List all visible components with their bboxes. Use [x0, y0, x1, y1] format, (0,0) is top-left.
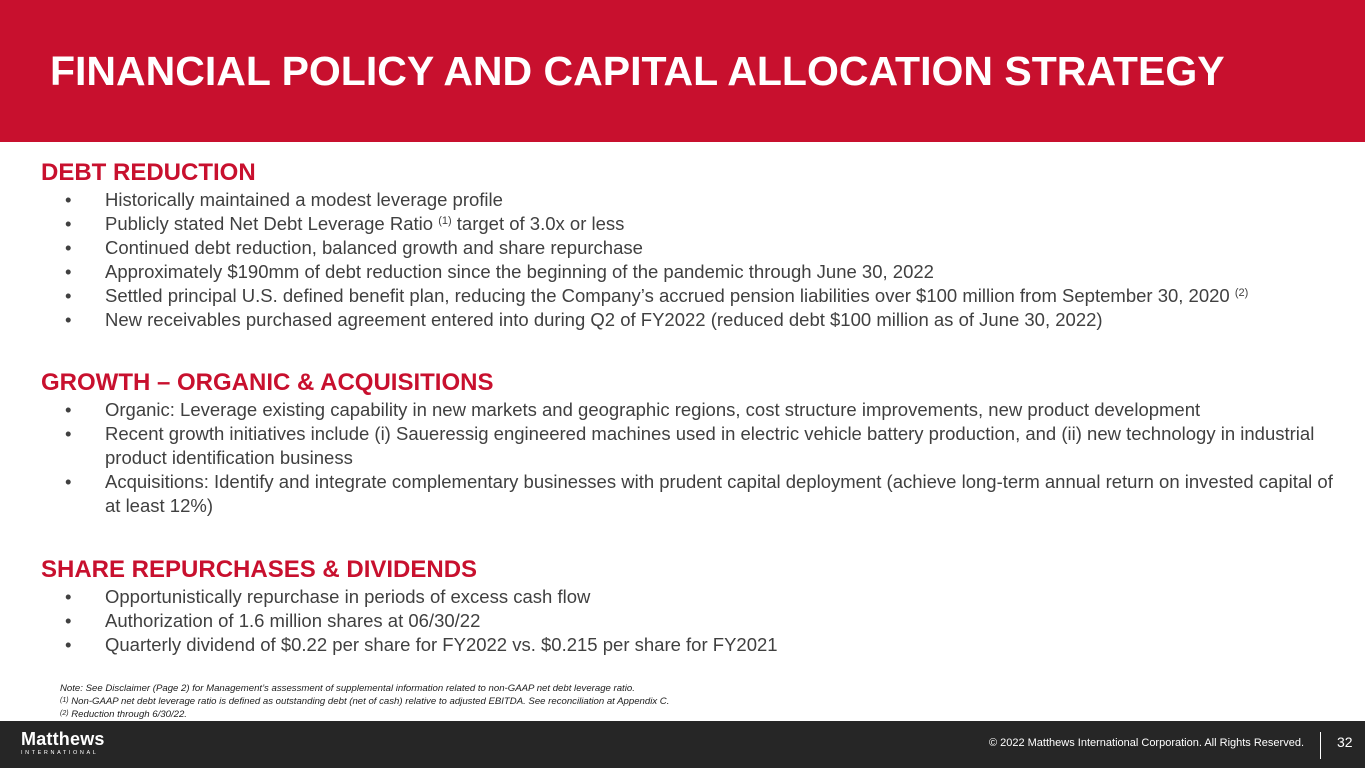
footnote-1-marker: (1) — [60, 697, 69, 704]
section-growth — [41, 368, 1346, 518]
bullet-marker: • — [65, 399, 72, 420]
footnote-ref: (2) — [1234, 287, 1249, 299]
bullet-marker: • — [65, 261, 72, 282]
list-item-text: Organic: Leverage existing capability in new markets and geographic regions, cost structure improvements, new product development — [105, 399, 1201, 420]
list-item-text: Publicly stated Net Debt Leverage Ratio — [105, 213, 439, 234]
section-heading: SHARE REPURCHASES & DIVIDENDS — [41, 556, 478, 583]
list-item — [41, 188, 1346, 212]
list-item-text: Approximately $190mm of debt reduction since the beginning of the pandemic through June 30, 2022 — [105, 261, 934, 282]
footnote-ref: (1) — [438, 215, 452, 227]
footnote-2-marker: (2) — [60, 710, 69, 717]
list-item — [41, 212, 1346, 236]
list-item — [41, 609, 1346, 633]
list-item — [41, 236, 1346, 260]
list-item-text: Acquisitions: Identify and integrate complementary businesses with prudent capital deployment (achieve long-term annual return on invested capital of at least 12%) — [105, 471, 1333, 516]
list-item — [41, 585, 1346, 609]
list-item-text: Settled principal U.S. defined benefit plan, reducing the Company’s accrued pension liabilities over $100 million from September 30, 2020 — [105, 285, 1235, 306]
section-spacer — [41, 332, 1346, 368]
page-number: 32 — [1337, 734, 1353, 750]
bullet-list — [41, 188, 1346, 332]
bullet-marker: • — [65, 610, 72, 631]
footnotes — [60, 682, 960, 721]
bullet-marker: • — [65, 423, 72, 444]
section-heading: DEBT REDUCTION — [41, 159, 256, 186]
list-item-text: Continued debt reduction, balanced growth and share repurchase — [105, 237, 643, 258]
bullet-marker: • — [65, 237, 72, 258]
page-title: FINANCIAL POLICY AND CAPITAL ALLOCATION STRATEGY — [50, 48, 1225, 94]
bullet-marker: • — [65, 634, 72, 655]
list-item-text: Recent growth initiatives include (i) Saueressig engineered machines used in electric vehicle battery production, and (ii) new technology in industrial product identification business — [105, 423, 1315, 468]
list-item-text: New receivables purchased agreement entered into during Q2 of FY2022 (reduced debt $100 million as of June 30, 2022) — [105, 309, 1103, 330]
list-item-text: Authorization of 1.6 million shares at 06/30/22 — [105, 610, 481, 631]
list-item-text: Historically maintained a modest leverage profile — [105, 189, 503, 210]
bullet-marker: • — [65, 213, 72, 234]
footer-bar — [0, 721, 1365, 768]
footer-divider — [1320, 732, 1321, 759]
bullet-marker: • — [65, 586, 72, 607]
matthews-logo — [21, 729, 105, 756]
bullet-marker: • — [65, 309, 72, 330]
section-heading: GROWTH – ORGANIC & ACQUISITIONS — [41, 369, 494, 396]
list-item — [41, 308, 1346, 332]
title-banner — [0, 0, 1365, 142]
list-item — [41, 398, 1346, 422]
list-item — [41, 633, 1346, 657]
list-item-text-tail: target of 3.0x or less — [451, 213, 625, 234]
list-item — [41, 422, 1346, 470]
section-spacer — [41, 518, 1346, 555]
section-debt-reduction — [41, 158, 1346, 332]
copyright-text: © 2022 Matthews International Corporation. All Rights Reserved. — [988, 737, 1304, 749]
list-item-text: Quarterly dividend of $0.22 per share for FY2022 vs. $0.215 per share for FY2021 — [105, 634, 778, 655]
footnote-2-text: Reduction through 6/30/22. — [68, 709, 187, 720]
section-share-repurchases — [41, 555, 1346, 657]
content-body — [41, 158, 1346, 657]
bullet-marker: • — [65, 471, 72, 492]
bullet-list — [41, 585, 1346, 657]
list-item-text: Opportunistically repurchase in periods of excess cash flow — [105, 586, 591, 607]
list-item — [41, 284, 1346, 308]
list-item — [41, 260, 1346, 284]
footnote-2 — [60, 708, 960, 721]
bullet-marker: • — [65, 285, 72, 306]
bullet-list — [41, 398, 1346, 518]
logo-wordmark: Matthews — [21, 729, 105, 749]
footnote-main: Note: See Disclaimer (Page 2) for Management’s assessment of supplemental information related to non-GAAP net debt leverage ratio. — [60, 683, 635, 694]
logo-subtitle: INTERNATIONAL — [21, 750, 99, 756]
bullet-marker: • — [65, 189, 72, 210]
list-item — [41, 470, 1346, 518]
footnote-1 — [60, 695, 960, 708]
footnote-1-text: Non-GAAP net debt leverage ratio is defined as outstanding debt (net of cash) relative to adjusted EBITDA. See reconciliation at Appendix C. — [68, 696, 670, 707]
